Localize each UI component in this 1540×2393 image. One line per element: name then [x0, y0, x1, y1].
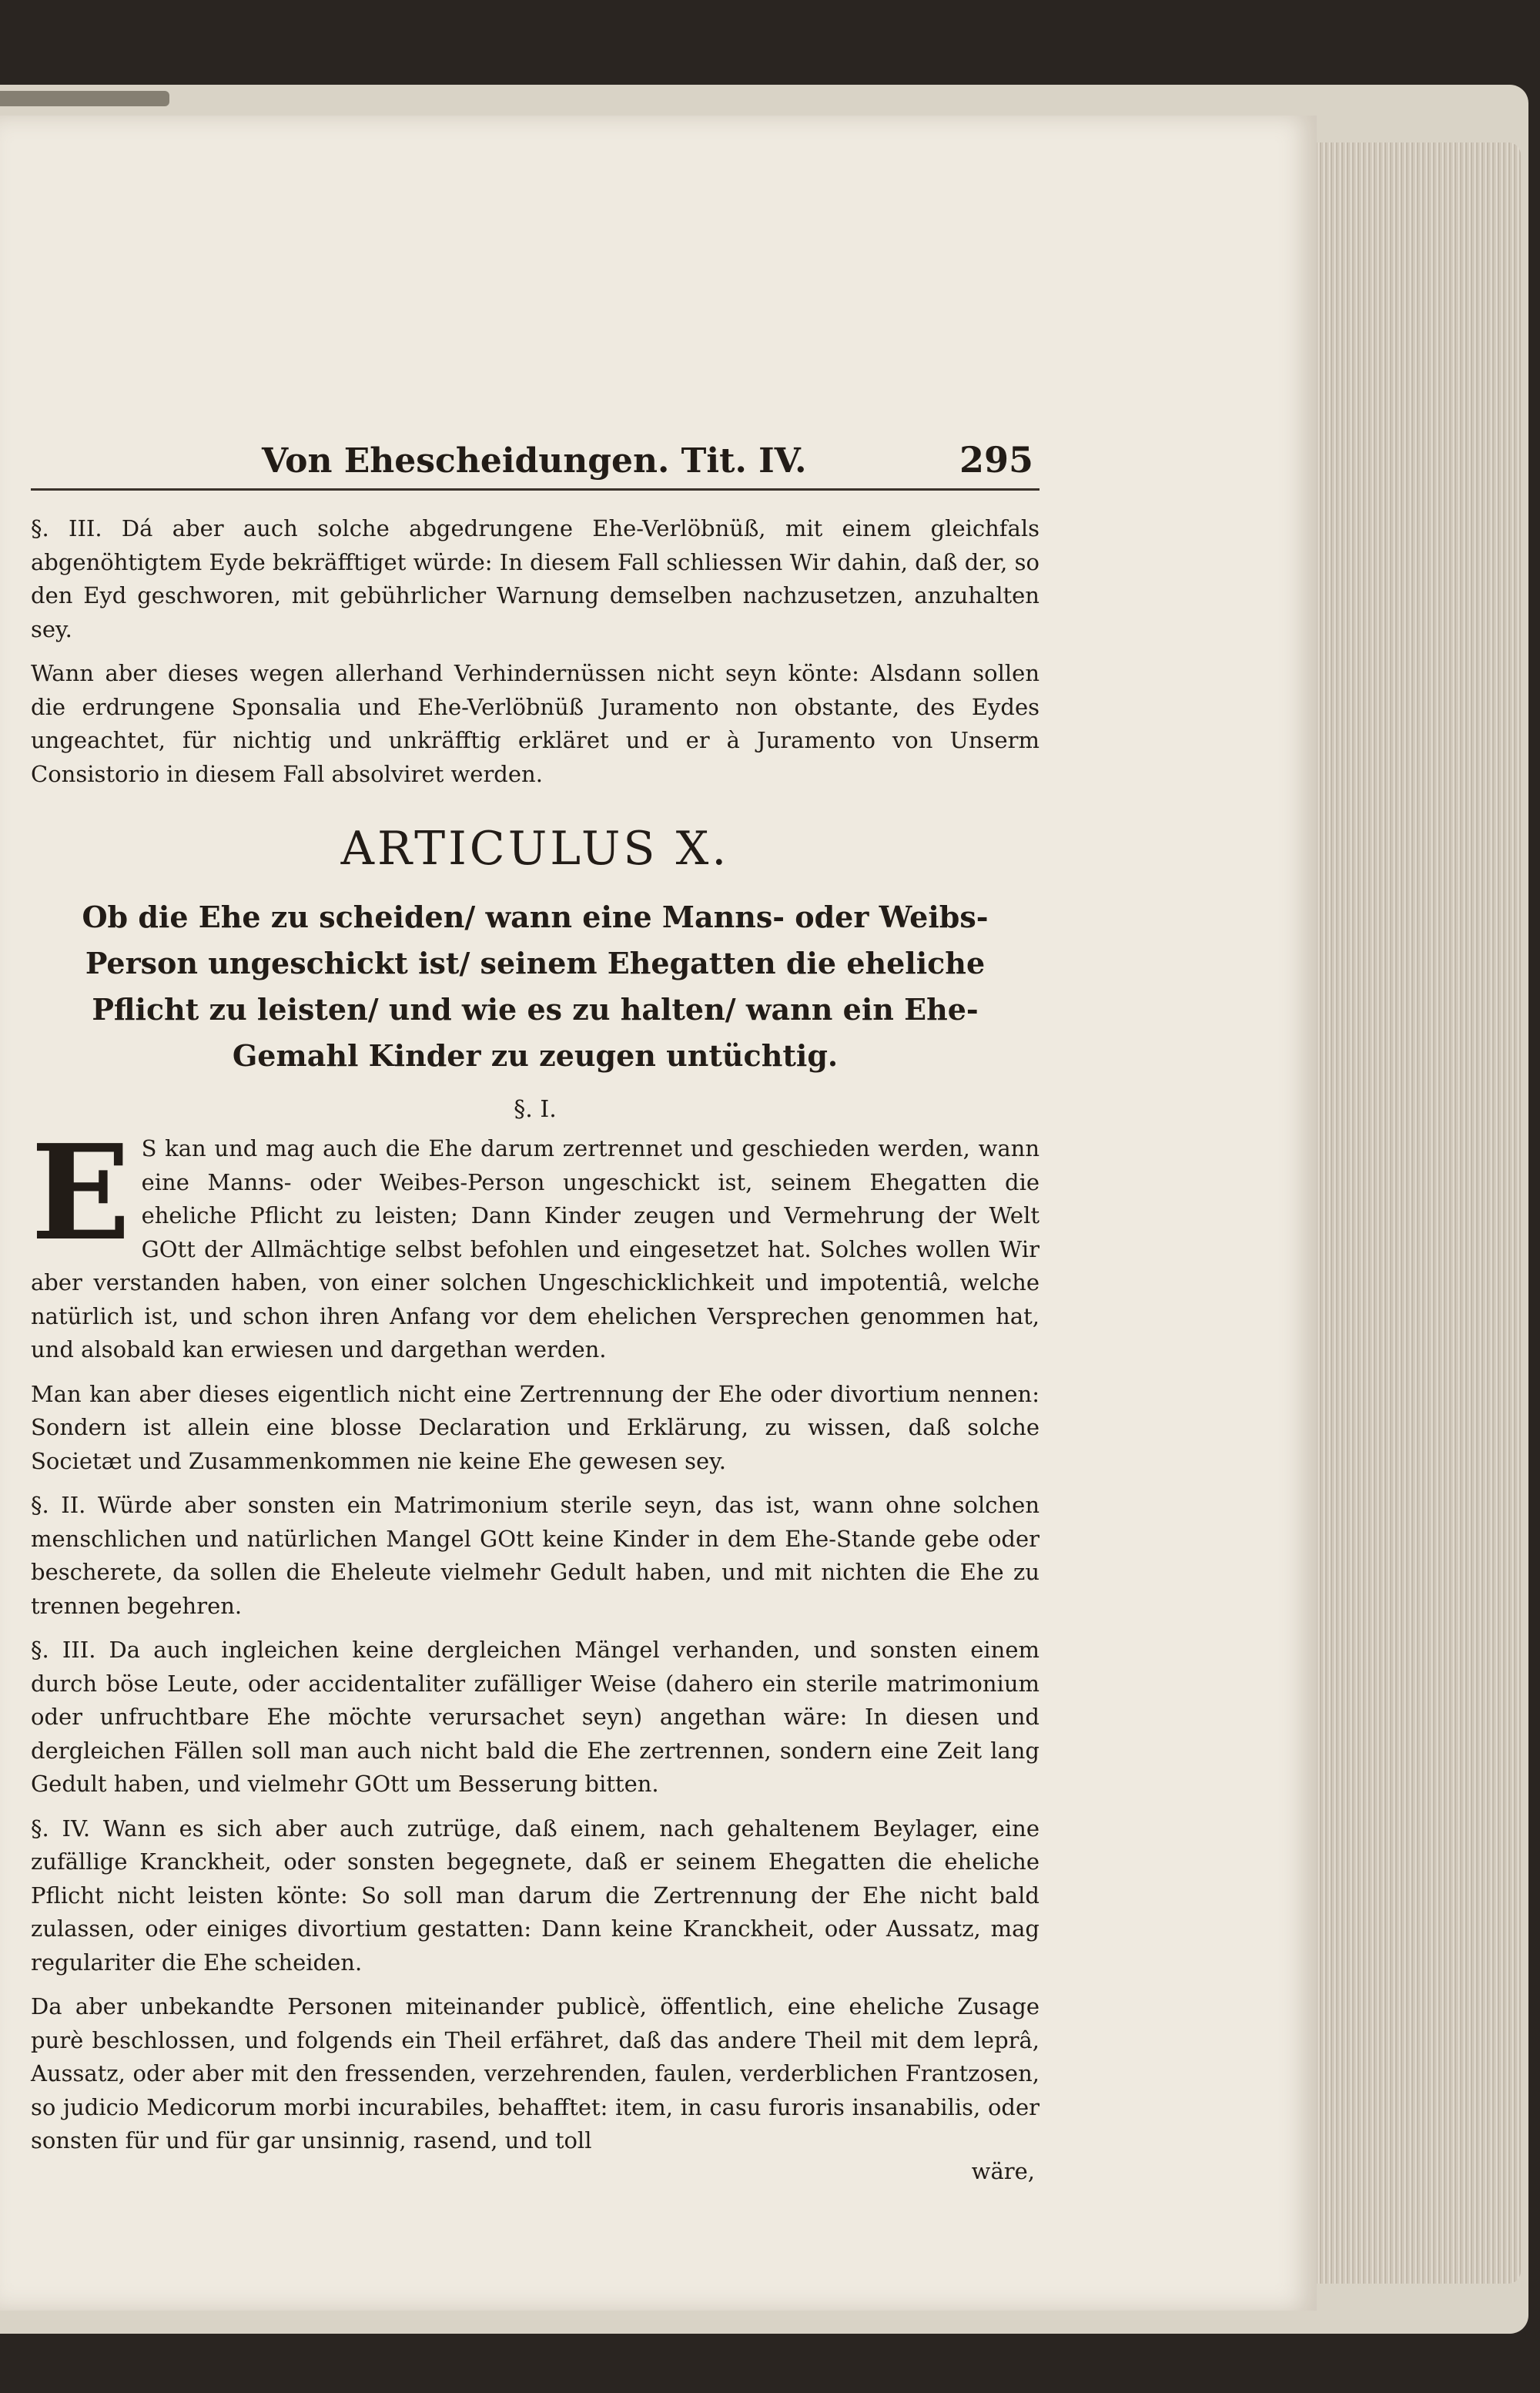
catchword: wäre,	[971, 2157, 1035, 2184]
paragraph: §. IV. Wann es sich aber auch zutrüge, daß einem, nach gehaltenem Beylager, eine zufällige Kranckheit, oder sonsten begegnete, daß er seinem Ehegatten die eheliche Pflicht nicht leisten könte: So soll man darum die Zertrennung der Ehe nicht bald zulassen, oder einiges divortium gestatten: Dann keine Kranckheit, oder Aussatz, mag regulariter die Ehe scheiden.	[31, 1815, 1040, 1976]
section-number: §. I.	[514, 1096, 557, 1123]
article-title: Ob die Ehe zu scheiden/ wann eine Manns- oder Weibs-Person ungeschickt ist/ seinem Ehegatten die eheliche Pflicht zu leisten/ und wie es zu halten/ wann ein Ehe-Gemahl Kinder zu zeugen untüchtig.	[82, 900, 989, 1073]
paragraph-text: S kan und mag auch die Ehe darum zertrennet und geschieden werden, wann eine Manns- oder Weibes-Person ungeschickt ist, seinem Ehegatten die eheliche Pflicht zu leisten; Dann Kinder zeugen und Vermehrung der Welt GOtt der Allmächtige selbst befohlen und eingesetzet hat. Solches wollen Wir aber verstanden haben, von einer solchen Ungeschicklichkeit und impotentiâ, welche natürlich ist, und schon ihren Anfang vor dem ehelichen Versprechen genommen hat, und alsobald kan erwiesen und dargethan werden.	[31, 1135, 1040, 1362]
ribbon-band	[0, 91, 169, 106]
paragraph: §. III. Da auch ingleichen keine dergleichen Mängel verhanden, und sonsten einem durch böse Leute, oder accidentaliter zufälliger Weise (dahero ein sterile matrimonium oder unfruchtbare Ehe möchte verursachet seyn) angethan wäre: In diesen und dergleichen Fällen soll man auch nicht bald die Ehe zertrennen, sondern eine Zeit lang Gedult haben, und vielmehr GOtt um Besserung bitten.	[31, 1637, 1040, 1797]
paragraph: Da aber unbekandte Personen miteinander publicè, öffentlich, eine eheliche Zusage purè beschlossen, und folgends ein Theil erfähret, daß das andere Theil mit dem leprâ, Aussatz, oder aber mit den fressenden, verzehrenden, faulen, verderblichen Frantzosen, so judicio Medicorum morbi incurabiles, behafftet: item, in casu furoris insanabilis, oder sonsten für und für gar unsinnig, rasend, und toll	[31, 1993, 1040, 2153]
book-page	[0, 116, 1317, 2311]
paragraph: §. II. Würde aber sonsten ein Matrimonium sterile seyn, das ist, wann ohne solchen menschlichen und natürlichen Mangel GOtt keine Kinder in dem Ehe-Stande gebe oder bescherete, da sollen die Eheleute vielmehr Gedult haben, und mit nichten die Ehe zu trennen begehren.	[31, 1492, 1040, 1619]
paragraph: §. III. Dá aber auch solche abgedrungene Ehe-Verlöbnüß, mit einem gleichfals abgenöhtigtem Eyde bekräfftiget würde: In diesem Fall schliessen Wir dahin, daß der, so den Eyd geschworen, mit gebührlicher Warnung demselben nachzusetzen, anzuhalten sey.	[31, 515, 1040, 642]
text-block	[31, 439, 1040, 2184]
paragraph	[31, 1116, 1040, 1367]
drop-cap: E	[31, 1116, 131, 1270]
page-number: 295	[959, 439, 1033, 481]
header-title: Von Ehescheidungen. Tit. IV.	[262, 441, 807, 481]
paragraph: Man kan aber dieses eigentlich nicht eine Zertrennung der Ehe oder divortium nennen: Sondern ist allein eine blosse Declaration und Erklärung, zu wissen, daß solche Societæt und Zusammenkommen nie keine Ehe gewesen sey.	[31, 1380, 1040, 1474]
paragraph: Wann aber dieses wegen allerhand Verhindernüssen nicht seyn könte: Alsdann sollen die erdrungene Sponsalia und Ehe-Verlöbnüß Juramento non obstante, des Eydes ungeachtet, für nichtig und unkräfftig erkläret und er à Juramento von Unserm Consistorio in diesem Fall absolviret werden.	[31, 660, 1040, 787]
page-edges	[1317, 142, 1521, 2284]
article-heading: ARTICULUS X.	[340, 822, 730, 876]
running-header	[31, 439, 1040, 491]
